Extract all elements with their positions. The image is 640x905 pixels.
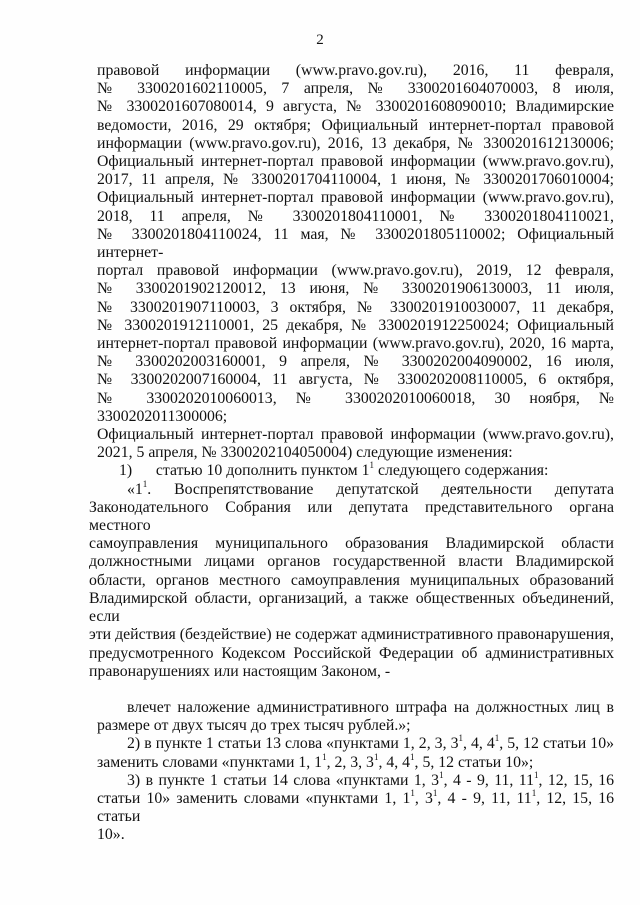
- quote-lead-sup: 1: [142, 478, 148, 489]
- citation-line: № 3300201804110024, 11 мая, № 3300201805110002; Официальный интернет-: [97, 225, 614, 262]
- item-1-sup: 1: [369, 460, 375, 471]
- item-1-text-end: следующего содержания:: [374, 462, 549, 480]
- amendment-item-3-line-3: 10».: [97, 826, 125, 844]
- quote-line: правонарушениях или настоящим Законом, -: [89, 662, 391, 680]
- citation-line: интернет-портал правовой информации (www.pravo.gov.ru), 2020, 16 марта,: [97, 335, 614, 353]
- quote-line: Законодательного Собрания или депутата представительного органа местного: [89, 498, 614, 535]
- amendment-item-3-line-1: 3) в пункте 1 статьи 14 слова «пунктами 1, $3^1$, 4 - 9, 11, $11^1$, 12, 15, 16: [127, 769, 614, 789]
- citation-line: Официальный интернет-портал правовой информации (www.pravo.gov.ru),: [97, 426, 614, 444]
- quote-body: [89, 499, 614, 681]
- amendment-item-1: [97, 462, 614, 480]
- citation-line: 2018, 11 апреля, № 3300201804110001, № 3300201804110021,: [97, 207, 614, 225]
- page-number: 2: [316, 32, 324, 48]
- quote-open: «1: [127, 480, 143, 498]
- amendment-item-2-line-2: заменить словами «пунктами 1, $1^1$, 2, 3, $3^1$, 4, $4^1$, 5, 12 статьи 10»;: [97, 751, 534, 771]
- amendment-item-2-line-1: 2) в пункте 1 статьи 13 слова «пунктами 1, 2, 3, $3^1$, 4, $4^1$, 5, 12 статьи 10»: [127, 733, 614, 753]
- quote-line: должностными лицами органов государственной власти Владимирской: [89, 553, 614, 571]
- quote-line: Владимирской области, организаций, а также общественных объединений, если: [89, 589, 614, 626]
- citation-line: № 3300201912110001, 25 декабря, № 3300201912250024; Официальный: [97, 316, 614, 334]
- citation-line: № 3300201602110005, 7 апреля, № 3300201604070003, 8 июля,: [97, 80, 614, 98]
- citation-line: 2021, 5 апреля, № 3300202104050004) следующие изменения:: [97, 444, 513, 462]
- citation-line: № 3300202007160004, 11 августа, № 3300202008110005, 6 октября,: [97, 371, 614, 389]
- citation-line: 2017, 11 апреля, № 3300201704110004, 1 июня, № 3300201706010004;: [97, 171, 614, 189]
- document-body: [89, 62, 615, 845]
- quote-lead-text: . Воспрепятствование депутатской деятельности депутата: [147, 480, 614, 498]
- quote-line: самоуправления муниципального образования Владимирской области: [89, 535, 614, 553]
- quote-line: эти действия (бездействие) не содержат административного правонарушения,: [89, 626, 614, 644]
- citation-line: портал правовой информации (www.pravo.gov.ru), 2019, 12 февраля,: [97, 262, 614, 280]
- citation-line: информации (www.pravo.gov.ru), 2016, 13 декабря, № 3300201612130006;: [97, 134, 614, 152]
- sanction-line-2: размере от двух тысяч до трех тысяч рублей.»;: [97, 717, 411, 735]
- citation-line: Официальный интернет-портал правовой информации (www.pravo.gov.ru),: [97, 153, 614, 171]
- citation-line: Официальный интернет-портал правовой информации (www.pravo.gov.ru),: [97, 189, 614, 207]
- quote-line: предусмотренного Кодексом Российской Федерации об административных: [89, 644, 614, 662]
- citation-line: ведомости, 2016, 29 октября; Официальный интернет-портал правовой: [97, 116, 614, 134]
- item-1-number: 1): [119, 462, 133, 480]
- quote-lead-line: [97, 478, 614, 499]
- citation-paragraph: [97, 62, 614, 462]
- amendment-item-3-line-2: статьи 10» заменить словами «пунктами 1, $1^1$, $3^1$, 4 - 9, 11, $11^1$, 12, 15, 16 статьи: [97, 787, 615, 826]
- citation-line: № 3300202010060013, № 3300202010060018, 30 ноября, № 3300202011300006;: [97, 389, 614, 425]
- sanction-line-1: влечет наложение административного штрафа на должностных лиц в: [127, 698, 614, 716]
- citation-line: № 3300201607080014, 9 августа, № 3300201608090010; Владимирские: [97, 98, 614, 116]
- citation-line: правовой информации (www.pravo.gov.ru), 2016, 11 февраля,: [97, 62, 614, 79]
- citation-line: № 3300201907110003, 3 октября, № 3300201910030007, 11 декабря,: [97, 298, 614, 316]
- citation-line: № 3300202003160001, 9 апреля, № 3300202004090002, 16 июля,: [97, 353, 614, 371]
- citation-line: № 3300201902120012, 13 июня, № 3300201906130003, 11 июля,: [97, 280, 614, 298]
- quote-line: области, органов местного самоуправления муниципальных образований: [89, 571, 614, 589]
- item-1-text: статью 10 дополнить пунктом 1: [155, 462, 370, 480]
